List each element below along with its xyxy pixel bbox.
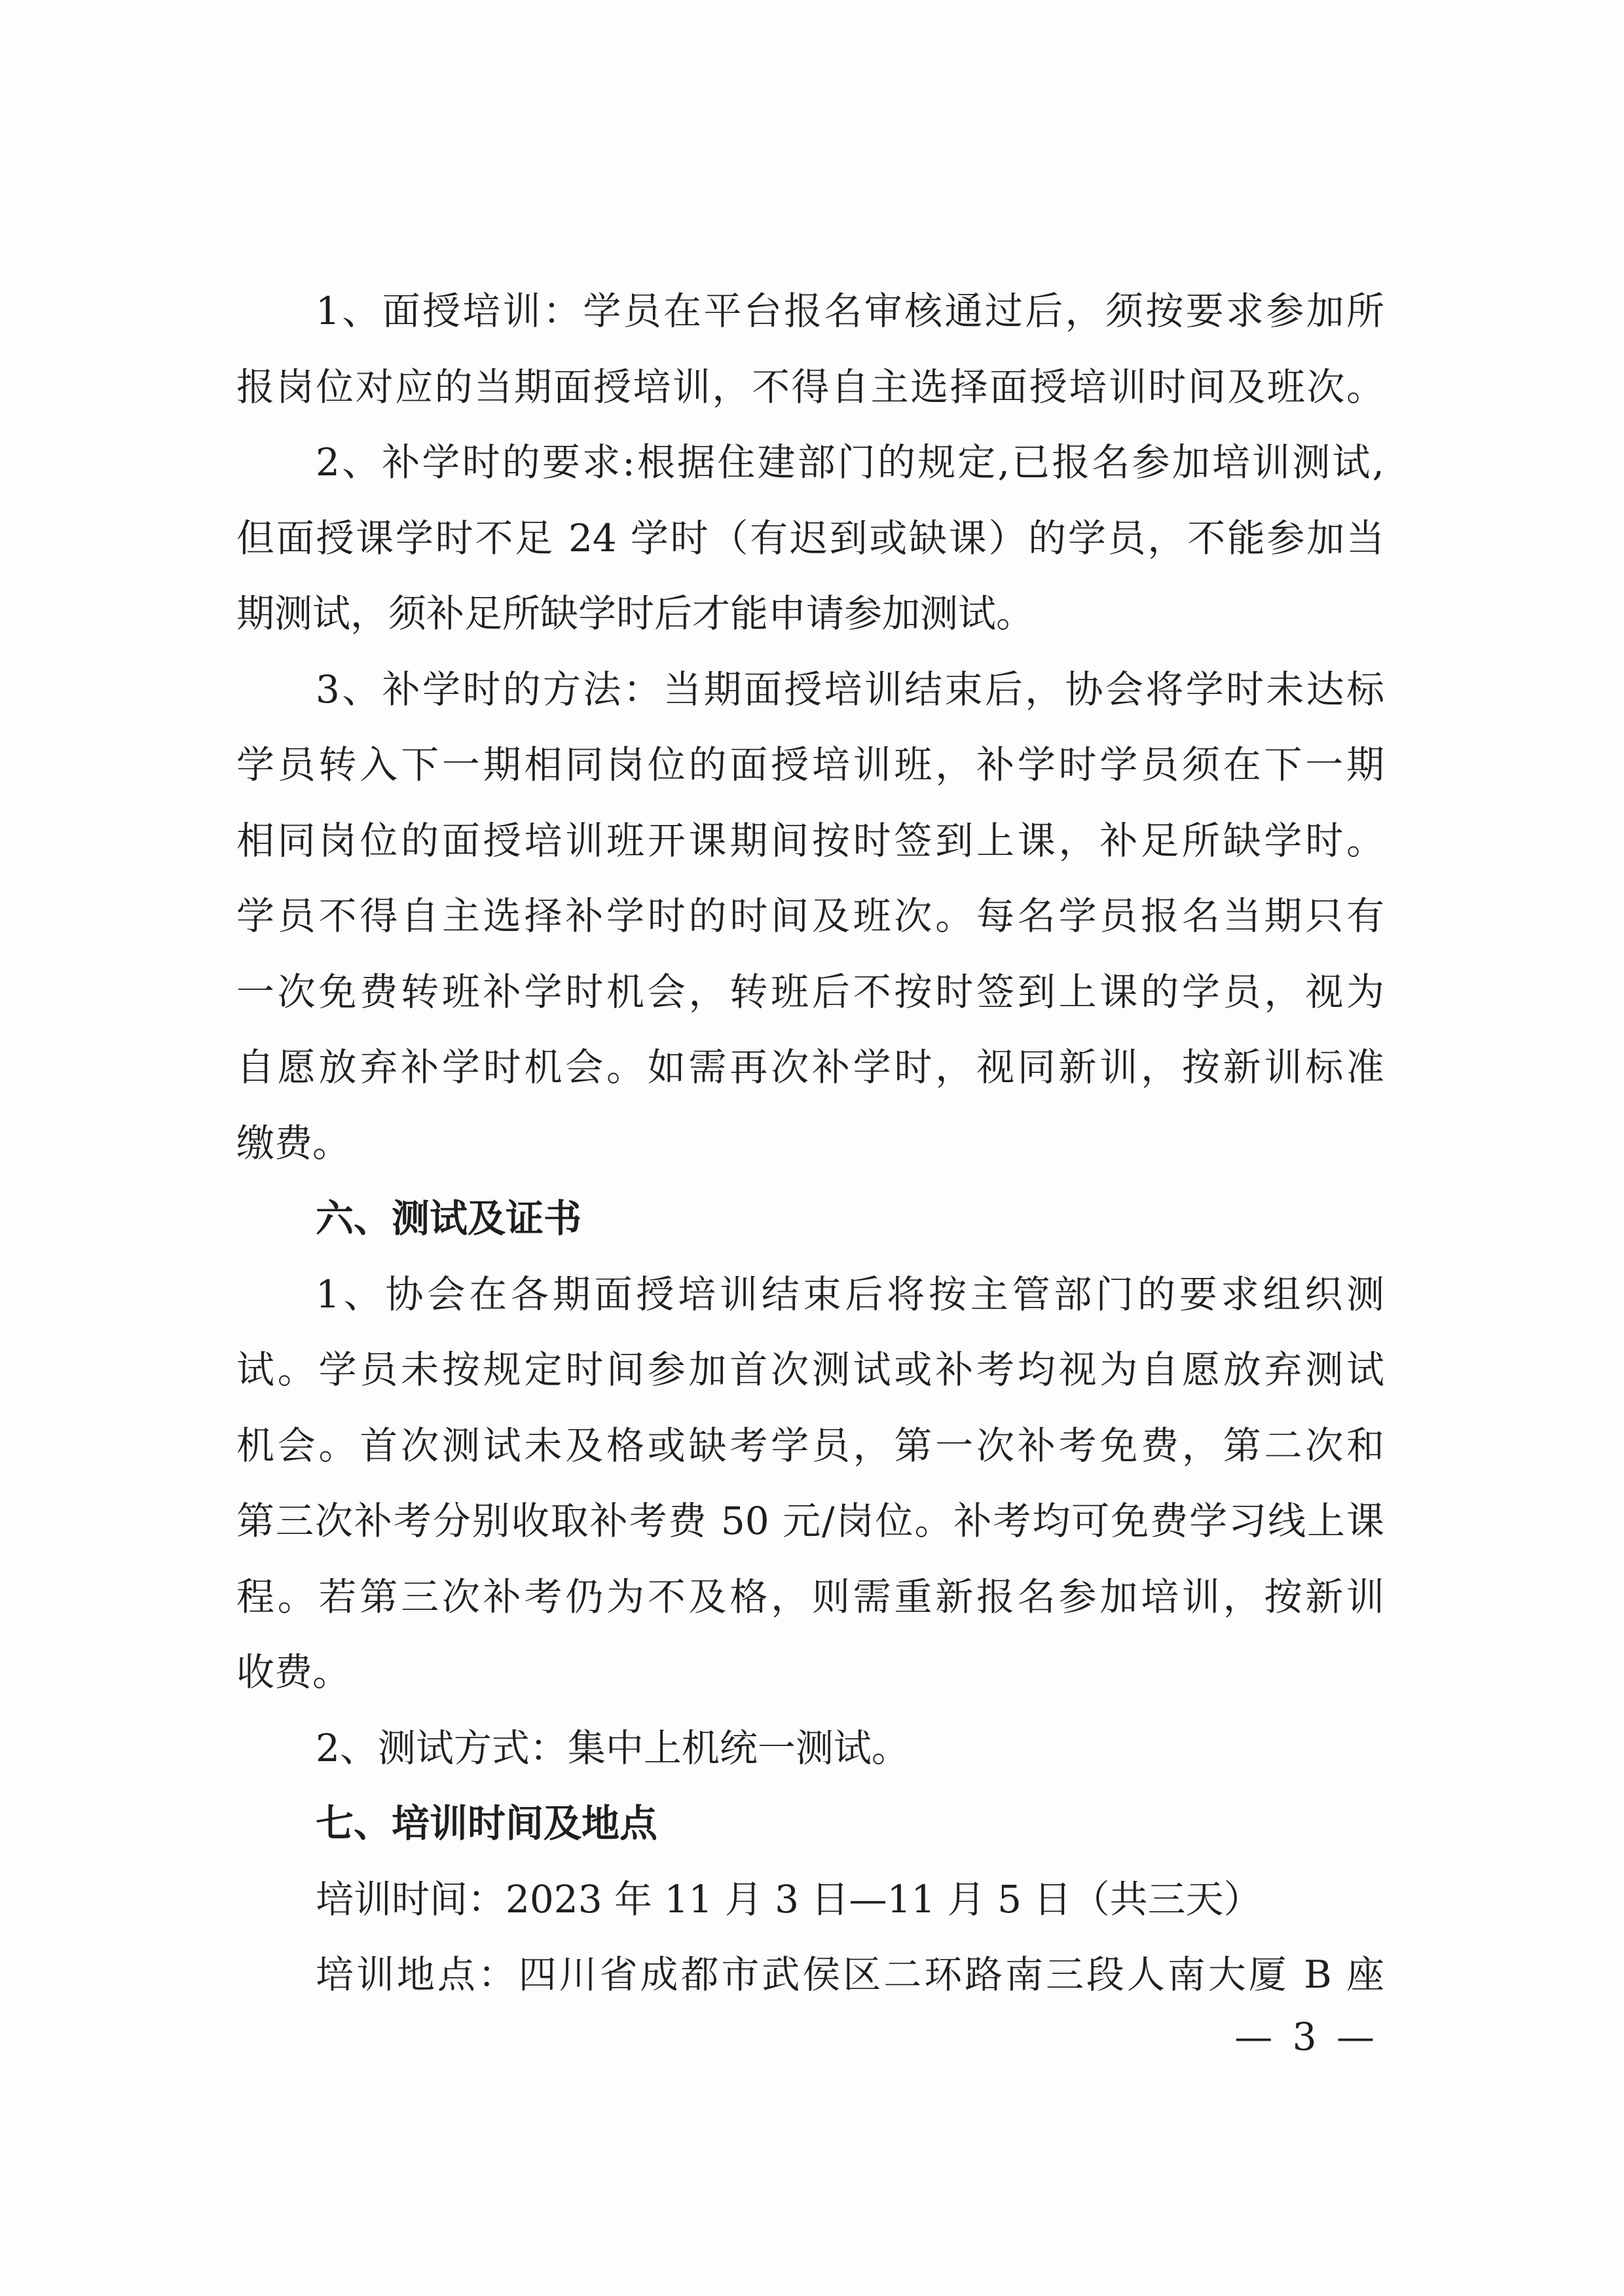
page-number: — 3 — [1234,2014,1378,2059]
training-time: 培训时间：2023 年 11 月 3 日—11 月 5 日（共三天） [316,1876,1262,1922]
training-location: 培训地点：四川省成都市武侯区二环路南三段人南大厦 B 座 [316,1952,1384,1997]
paragraph-makeup-requirement [236,425,1384,652]
paragraph-face-to-face-training [236,274,1384,425]
paragraph-makeup-method [236,652,1384,1182]
paragraph-test-organization [236,1257,1384,1711]
body-line: 程。若第三次补考仍为不及格，则需重新报名参加培训，按新训 [236,1574,1384,1619]
body-line: 收费。 [236,1650,351,1694]
body-line: 第三次补考分别收取补考费 50 元/岗位。补考均可免费学习线上课 [236,1499,1384,1543]
body-line: 机会。首次测试未及格或缺考学员，第一次补考免费，第二次和 [236,1423,1384,1468]
body-line: 报岗位对应的当期面授培训，不得自主选择面授培训时间及班次。 [236,364,1384,409]
body-line: 缴费。 [236,1120,351,1165]
body-line: 相同岗位的面授培训班开课期间按时签到上课，补足所缺学时。 [236,818,1384,863]
body-line: 期测试，须补足所缺学时后才能申请参加测试。 [236,591,1035,636]
paragraph-test-method: 2、测试方式：集中上机统一测试。 [316,1725,910,1770]
body-line: 但面授课学时不足 24 学时（有迟到或缺课）的学员，不能参加当 [236,515,1384,560]
body-line: 1、面授培训：学员在平台报名审核通过后，须按要求参加所 [316,289,1384,333]
body-line: 1、协会在各期面授培训结束后将按主管部门的要求组织测 [316,1271,1384,1317]
section-heading-time-place: 七、培训时间及地点 [316,1801,658,1846]
body-text [236,274,1384,2013]
section-heading-test-certificate: 六、测试及证书 [316,1196,582,1241]
body-line: 学员转入下一期相同岗位的面授培训班，补学时学员须在下一期 [236,742,1384,787]
body-line: 自愿放弃补学时机会。如需再次补学时，视同新训，按新训标准 [236,1045,1384,1089]
body-line: 2、补学时的要求:根据住建部门的规定,已报名参加培训测试, [316,440,1384,484]
body-line: 一次免费转班补学时机会，转班后不按时签到上课的学员，视为 [236,969,1384,1014]
body-line: 试。学员未按规定时间参加首次测试或补考均视为自愿放弃测试 [236,1347,1384,1392]
body-line: 3、补学时的方法：当期面授培训结束后，协会将学时未达标 [316,666,1384,712]
body-line: 学员不得自主选择补学时的时间及班次。每名学员报名当期只有 [236,894,1384,938]
